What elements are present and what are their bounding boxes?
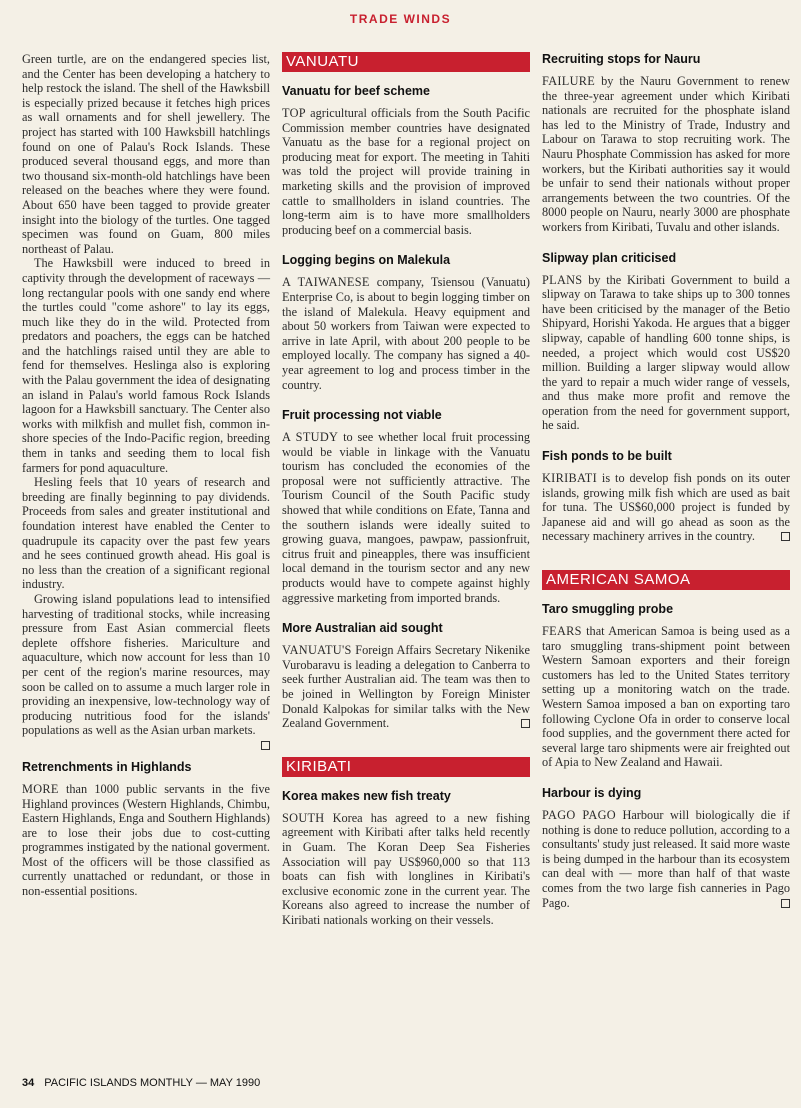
story-headline: Recruiting stops for Nauru: [542, 52, 701, 66]
story-headline: Fish ponds to be built: [542, 449, 672, 464]
beef-story: [282, 84, 530, 237]
story-headline: Logging begins on Malekula: [282, 253, 451, 268]
section-banner-vanuatu: VANUATU: [282, 52, 530, 72]
aid-story: [282, 621, 530, 731]
story-headline: Harbour is dying: [542, 785, 642, 800]
story-headline: Retrenchments in Highlands: [22, 759, 192, 774]
korea-story: [282, 789, 530, 928]
story-headline: More Australian aid sought: [282, 621, 443, 636]
story-body: A TAIWANESE company, Tsiensou (Vanuatu) Enterprise Co, is about to begin logging timber on the island of Malekula. Heavy equipment and about 50 workers from Taiwan were expected to arrive in late April, with about 200 people to be employed locally. The company has signed a 40-year agreement to log and process timber in the country.: [282, 275, 530, 392]
paragraph: Growing island populations lead to intensified harvesting of traditional stocks, while increasing pressure from East Asian commercial fleets deplete offshore fisheries. Mariculture and aquaculture, which now account for less than 10 per cent of the region's marine resources, may soon be called on to assume a much larger role in providing an inexpensive, low-technology way of producing nutritious food for the islands' populations as well as the Asian urban markets.: [22, 592, 270, 738]
story-headline: Vanuatu for beef scheme: [282, 84, 430, 98]
logging-story: [282, 253, 530, 392]
story-body: KIRIBATI is to develop fish ponds on its outer islands, growing milk fish which are used as bait for tuna. The US$60,000 project is funded by Japanese aid and will go ahead as soon as the necessary machinery arrives in the country.: [542, 471, 790, 544]
story-body: TOP agricultural officials from the South Pacific Commission member countries have designated Vanuatu as the base for a regional project on producing meat for export. The meeting in Tahiti was told the project will provide training in marketing skills and the provision of improved cattle to smallholders in island countries. The long-term aim is to have more smallholders producing beef on a commercial basis.: [282, 106, 530, 237]
column-1: [22, 52, 270, 915]
paragraph: The Hawksbill were induced to breed in captivity through the development of raceways — long rectangular pools with one sandy end where the turtles could "come ashore" to lay its eggs, much like they do in the wild. Protected from predators and poachers, the eggs can be hatched and the hatchlings raised until they are able to fend for themselves. Heslinga also is exploring with the Palau government the idea of designating an island in Palau's world famous Rock Islands lagoon for a Hawksbill sanctuary. The Center also works with milkfish and mullet fish, common in-shore species of the Indo-Pacific region, breeding them in tanks and seeding them to local fish farmers for pond aquaculture.: [22, 256, 270, 475]
publication-line: PACIFIC ISLANDS MONTHLY — MAY 1990: [44, 1077, 261, 1089]
story-headline: Korea makes new fish treaty: [282, 788, 451, 803]
story-body: SOUTH Korea has agreed to a new fishing agreement with Kiribati after talks held recently in Guam. The Koran Deep Sea Fisheries Association will pay US$960,000 so that 113 boats can fish with longlines in Kiribati's exclusive economic zone in the current year. The Koreans also agreed to increase the number of Kiribati nationals working on their vessels.: [282, 810, 530, 927]
taro-story: [542, 602, 790, 770]
column-3: [542, 52, 790, 926]
paragraph: Green turtle, are on the endangered species list, and the Center has been developing a hatchery to help restock the island. The shell of the Hawksbill is especially prized because it fetches high prices as wall ornaments and for shell jewellery. The project has started with 100 Hawksbill hatchlings found on one of Palau's Rock Islands. These produced several thousand eggs, and more than two thousand six-month-old hatchlings have been released on the beaches where they were found. About 650 have been tagged to provide greater insight into the biology of the turtles. One tagged specimen was found on Guam, 800 miles northeast of Palau.: [22, 52, 270, 256]
section-banner-kiribati: KIRIBATI: [282, 757, 530, 777]
turtle-story: [22, 52, 270, 738]
story-body: FEARS that American Samoa is being used as a taro smuggling trans-shipment point between Western Samoan exporters and their foreign customers has led to the United States territory setting up a monitoring watch on the trade. Western Samoa imposed a ban on exporting taro following Cyclone Ofa in order to conserve local food supplies, and the government there acted for several large taro shipments were air freighted out of Apia to New Zealand and Hawaii.: [542, 624, 790, 770]
slipway-story: [542, 251, 790, 434]
story-headline: Fruit processing not viable: [282, 408, 442, 423]
story-headline: Taro smuggling probe: [542, 602, 674, 617]
end-mark-icon: [781, 532, 790, 541]
story-body: FAILURE by the Nauru Government to renew the three-year agreement under which Kiribati nationals are recruited for the phosphate island has led to the Ministry of Trade, Industry and Labour on Tarawa to stop recruiting work. The Nauru Phosphate Commission has asked for more workers, but the Kiribati authorities say it would be unfair to send their nationals without proper arrangements between the two countries. Of the 8000 people on Nauru, nearly 3000 are phosphate workers from Kiribati, Tuvalu and other islands.: [542, 74, 790, 234]
end-mark-icon: [521, 719, 530, 728]
story-body: MORE than 1000 public servants in the five Highland provinces (Western Highlands, Chimbu, Eastern Highlands, Enga and Southern Highlands) are to lose their jobs due to cost-cutting programmes instigated by the national goverment. Most of the officers will be those classified as currently unattached or redundant, or those in non-essential positions.: [22, 781, 270, 899]
end-mark-icon: [781, 899, 790, 908]
story-body: PLANS by the Kiribati Government to build a slipway on Tarawa to take ships up to 300 tonnes have been criticised by the manager of the Betio Shipyard, Horishi Yakoda. He argues that a bigger slipway, capable of handling 600 tonne ships, is needed, a project which would cost US$20 million. Building a larger slipway would allow the yard to repair a much wider range of vessels, and thus make more profit and remove the operation from the need for government support, he said.: [542, 272, 790, 433]
highlands-story: [22, 760, 270, 899]
nauru-story: [542, 52, 790, 235]
harbour-story: [542, 786, 790, 910]
page-number: 34: [22, 1077, 35, 1089]
end-mark-icon: [261, 741, 270, 750]
column-2: [282, 52, 530, 944]
story-body: A STUDY to see whether local fruit processing would be viable in linkage with the Vanuatu tourism has concluded the economies of the proposal were not sufficiently attractive. The Tourism Council of the South Pacific study showed that while conditions on Efate, Tanna and the southern islands were ideally suited to growing guava, mangoes, pawpaw, passionfruit, citrus fruit and pineapples, there was insufficient local demand in the tourism sector and any new products would have to compete against highly aggressive marketing from imported brands.: [282, 430, 530, 605]
story-headline: Slipway plan criticised: [542, 250, 677, 265]
fishponds-story: [542, 449, 790, 544]
page-footer: [22, 1077, 260, 1089]
story-body: PAGO PAGO Harbour will biologically die if nothing is done to reduce pollution, according to a consultants' study just released. It said more waste is being dumped in the harbour than its ecosystem can deal with — more than half of that waste comes from the two large fish canneries in Pago Pago.: [542, 807, 790, 910]
section-banner-american-samoa: AMERICAN SAMOA: [542, 570, 790, 590]
story-body: VANUATU'S Foreign Affairs Secretary Nikenike Vurobaravu is leading a delegation to Canberra to seek further Australian aid. The team was then to be joined in Wellington by Foreign Minister Donald Kalpokas for similar talks with the New Zealand Government.: [282, 643, 530, 731]
paragraph: Hesling feels that 10 years of research and breeding are finally beginning to pay dividends. Proceeds from sales and greater institutional and foundation interest have enabled the Center to quadrupule its capacity over the past few years and he sees continued growth ahead. His goal is no less than the creation of a significant regional industry.: [22, 475, 270, 592]
fruit-story: [282, 408, 530, 605]
section-header: TRADE WINDS: [349, 12, 452, 26]
